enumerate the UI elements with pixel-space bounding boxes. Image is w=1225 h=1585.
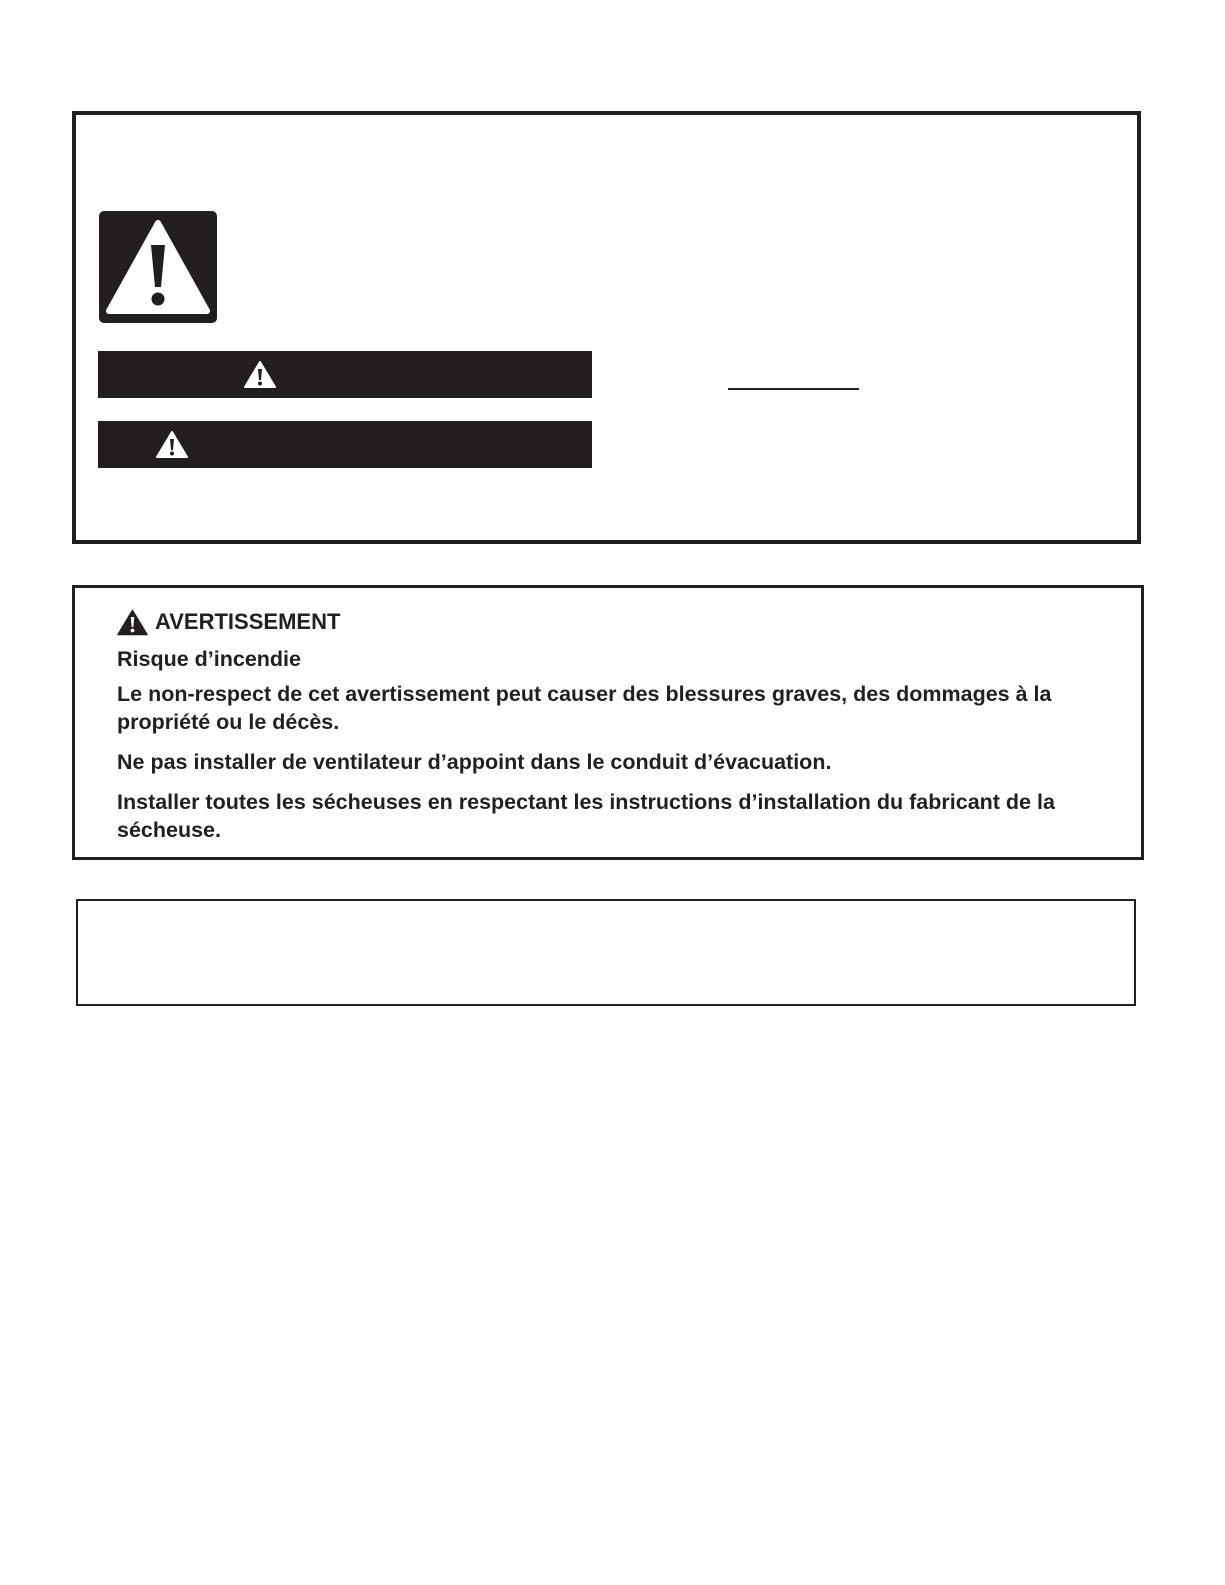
warning-signal-bar bbox=[98, 421, 592, 468]
warning-triangle-icon bbox=[99, 211, 217, 323]
note-box bbox=[76, 899, 1136, 1006]
danger-signal-bar bbox=[98, 351, 592, 398]
hazard-type: Risque d’incendie bbox=[117, 647, 301, 671]
fire-hazard-warning-box bbox=[72, 585, 1144, 860]
warning-triangle-icon bbox=[117, 609, 148, 636]
warning-triangle-icon bbox=[155, 430, 189, 459]
avoidance-instruction: Installer toutes les sécheuses en respectant les instructions d’installation du fabricant de la sécheuse. bbox=[117, 790, 1055, 842]
warning-triangle-icon bbox=[243, 360, 277, 389]
avoidance-instruction: Ne pas installer de ventilateur d’appoint dans le conduit d’évacuation. bbox=[117, 750, 832, 774]
underline-rule bbox=[728, 388, 859, 390]
safety-information-box bbox=[72, 111, 1141, 544]
safety-alert-symbol bbox=[99, 211, 217, 323]
warning-title: AVERTISSEMENT bbox=[155, 609, 341, 634]
warning-header bbox=[117, 608, 340, 636]
hazard-consequence: Le non-respect de cet avertissement peut causer des blessures graves, des dommages à la propriété ou le décès. bbox=[117, 682, 1052, 734]
